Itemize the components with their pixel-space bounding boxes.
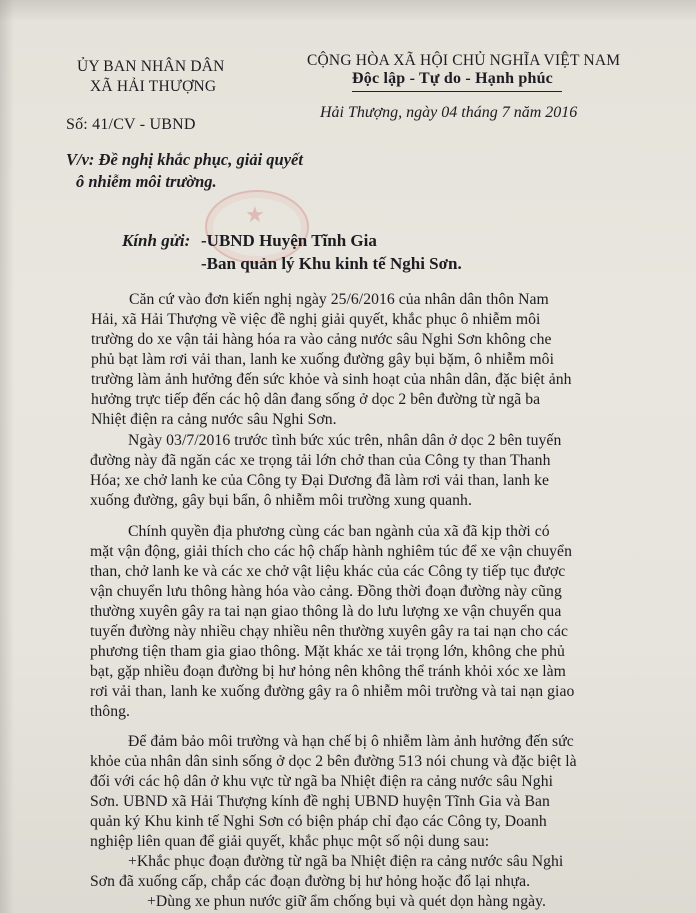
place-date: Hải Thượng, ngày 04 tháng 7 năm 2016: [320, 104, 578, 121]
p6-line: +Dùng xe phun nước giữ ẩm chống bụi và quét dọn hàng ngày.: [147, 893, 546, 910]
national-motto: Độc lập - Tự do - Hạnh phúc: [352, 70, 553, 87]
recipient-2: -Ban quản lý Khu kinh tế Nghi Sơn.: [201, 254, 462, 273]
p3-line: thông.: [90, 703, 130, 720]
p2-line: đường này đã ngăn các xe trọng tải lớn chở than của Công ty than Thanh: [90, 452, 551, 469]
p4-line: Để đảm bảo môi trường và hạn chế bị ô nhiễm làm ảnh hưởng đến sức: [128, 733, 574, 750]
recipient-1: -UBND Huyện Tĩnh Gia: [201, 231, 377, 250]
p4-line: đối với các hộ dân ở khu vực từ ngã ba Nhiệt điện ra cảng nước sâu Nghi: [90, 773, 553, 790]
seal-star-icon: ★: [245, 203, 265, 228]
p1-line: Căn cứ vào đơn kiến nghị ngày 25/6/2016 của nhân dân thôn Nam: [129, 291, 549, 308]
p3-line: mặt vận động, giải thích cho các hộ chấp hành nghiêm túc để xe vận chuyển: [90, 543, 572, 560]
p1-line: Nhiệt điện ra cảng nước sâu Nghi Sơn.: [91, 411, 337, 428]
p1-line: trường làm ảnh hưởng đến sức khỏe và sinh hoạt của nhân dân, đặc biệt ảnh: [91, 371, 572, 388]
p4-line: quản ký Khu kinh tế Nghi Sơn có biện pháp chỉ đạo các Công ty, Doanh: [90, 813, 547, 830]
p3-line: than, chở lanh ke và các xe chở vật liệu khác của các Công ty tiếp tục được: [90, 563, 566, 580]
org-name-line1: ỦY BAN NHÂN DÂN: [77, 58, 225, 75]
subject-line1: V/v: Đề nghị khắc phục, giải quyết: [66, 150, 303, 169]
p3-line: bạt, gặp nhiều đoạn đường bị hư hỏng nên không thể tránh khỏi xóc xe làm: [90, 663, 566, 680]
p5-line: +Khắc phục đoạn đường từ ngã ba Nhiệt điện ra cảng nước sâu Nghi: [128, 853, 564, 870]
page-shadow-top: [0, 0, 696, 22]
p3-line: vận chuyển lưu thông hàng hóa vào cảng. Đồng thời đoạn đường này cũng: [90, 583, 562, 600]
p2-line: Hóa; xe chở lanh ke của Công ty Đại Dương đã làm rơi vải than, lanh ke: [90, 472, 550, 489]
country-name: CỘNG HÒA XÃ HỘI CHỦ NGHĨA VIỆT NAM: [307, 52, 621, 69]
document-number: Số: 41/CV - UBND: [66, 116, 196, 133]
p4-line: Sơn. UBND xã Hải Thượng kính đề nghị UBND huyện Tĩnh Gia và Ban: [90, 793, 550, 810]
p3-line: rơi vải than, lanh ke xuống đường gây ra ô nhiễm môi trường và tai nạn giao: [90, 683, 575, 700]
p1-line: phủ bạt làm rơi vải than, lanh ke xuống đường gây bụi bặm, ô nhiễm môi: [91, 351, 554, 368]
p3-line: thường xuyên gây ra tai nạn giao thông là do lưu lượng xe vận chuyển qua: [90, 603, 562, 620]
p4-line: khỏe của nhân dân sinh sống ở dọc 2 bên đường 513 nói chung và đặc biệt là: [90, 753, 577, 770]
p3-line: phương tiện tham gia giao thông. Mặt khác xe tải trọng lớn, không che phủ: [90, 643, 565, 660]
p1-line: trường do xe vận tải hàng hóa ra vào cảng nước sâu Nghi Sơn không che: [91, 331, 552, 348]
motto-underline: [352, 91, 562, 92]
p1-line: hưởng trực tiếp đến các hộ dân đang sống ở dọc 2 bên đường từ ngã ba: [91, 391, 541, 408]
recipient-label: Kính gửi:: [122, 231, 191, 250]
p3-line: Chính quyền địa phương cùng các ban ngành của xã đã kịp thời có: [128, 523, 550, 540]
org-name-line2: XÃ HẢI THƯỢNG: [90, 78, 217, 95]
p2-line: xuống đường, gây bụi bẩn, ô nhiễm môi trường xung quanh.: [90, 492, 472, 509]
p2-line: Ngày 03/7/2016 trước tình bức xúc trên, nhân dân ở dọc 2 bên tuyến: [128, 432, 562, 449]
p3-line: tuyến đường này nhiều chạy nhiều nên thường xuyên gây ra tai nạn cho các: [90, 623, 569, 640]
page-shadow-left: [0, 0, 14, 913]
subject-line2: ô nhiễm môi trường.: [76, 172, 217, 191]
p4-line: nghiệp liên quan để giải quyết, khắc phục một số nội dung sau:: [90, 833, 490, 850]
p5-line: Sơn đã xuống cấp, chắp các đoạn đường bị hư hỏng hoặc đổ lại nhựa.: [90, 873, 531, 890]
p1-line: Hải, xã Hải Thượng về việc đề nghị giải quyết, khắc phục ô nhiễm môi: [91, 311, 541, 328]
